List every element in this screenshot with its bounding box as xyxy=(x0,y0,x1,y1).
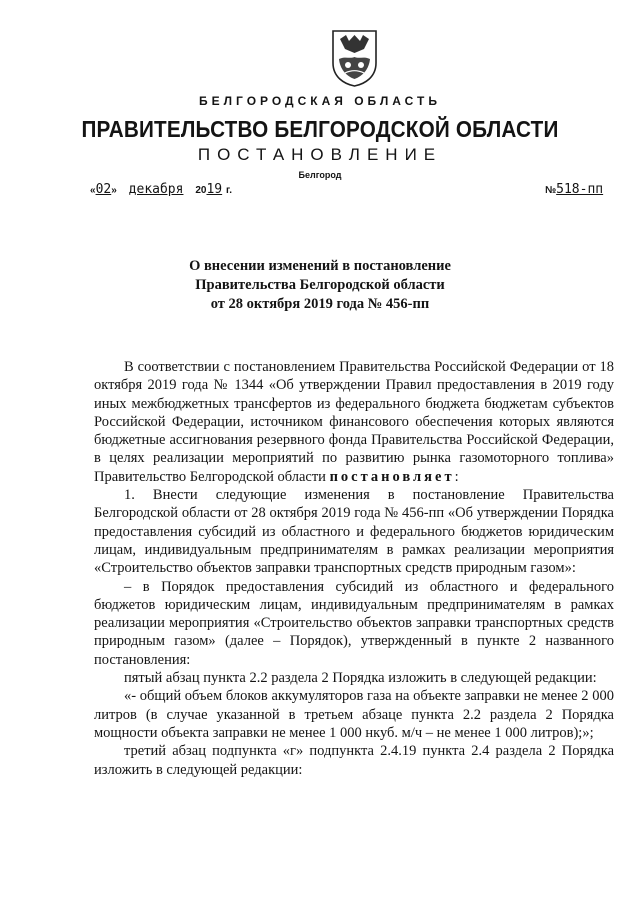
date-open-quote: « xyxy=(90,185,96,196)
paragraph-5: третий абзац подпункта «г» подпункта 2.4.19 пункта 2.4 раздела 2 Порядка изложить в следующей редакции: xyxy=(94,743,614,778)
paragraph-preamble xyxy=(94,358,614,486)
paragraph-1: 1. Внести следующие изменения в постановление Правительства Белгородской области от 28 октября 2019 года № 456-пп «Об утверждении Порядка предоставления субсидий из областного и федерального бюджетов юридическим лицам, индивидуальным предпринимателям в рамках реализации мероприятия «Строительство объектов заправки транспортных средств природным газом»: xyxy=(94,487,614,577)
government-name: ПРАВИТЕЛЬСТВО БЕЛГОРОДСКОЙ ОБЛАСТИ xyxy=(81,116,559,142)
date-year-prefix: 20 xyxy=(195,185,207,196)
date-year-abbr: г. xyxy=(226,185,232,196)
document-title xyxy=(0,257,640,314)
date-close-quote: » xyxy=(111,185,117,196)
document-date xyxy=(90,180,232,197)
date-year: 19 xyxy=(206,182,223,197)
belgorod-coat-of-arms-icon xyxy=(331,29,378,87)
title-line-2: Правительства Белгородской области xyxy=(195,277,445,293)
paragraph-2: – в Порядок предоставления субсидий из областного и федерального бюджетов юридическим лицам, индивидуальным предпринимателям в рамках реализации мероприятия «Строительство объектов заправки транспортных средств природным газом» (далее – Порядок), утвержденный в пункте 2 названного постановления: xyxy=(94,578,614,668)
city-name: Белгород xyxy=(298,170,342,180)
date-day: 02 xyxy=(95,182,112,197)
title-line-3: от 28 октября 2019 года № 456-пп xyxy=(210,296,430,312)
number-prefix: № xyxy=(545,185,557,196)
preamble-text: В соответствии с постановлением Правительства Российской Федерации от 18 октября 2019 года № 1344 «Об утверждении Правил предоставления в 2019 году иных межбюджетных трансфертов из федерального бюджета бюджетам субъектов Российской Федерации, источником финансового обеспечения которых являются бюджетные ассигнования резервного фонда Правительства Российской Федерации, в целях реализации мероприятий по развитию рынка газомоторного топлива» Правительство Белгородской области xyxy=(94,359,614,485)
decree-word: постановляет xyxy=(329,468,455,485)
document-type: ПОСТАНОВЛЕНИЕ xyxy=(197,145,443,164)
document-number xyxy=(545,180,603,197)
number-value: 518-пп xyxy=(556,182,604,197)
region-name: БЕЛГОРОДСКАЯ ОБЛАСТЬ xyxy=(199,94,441,108)
paragraph-3: пятый абзац пункта 2.2 раздела 2 Порядка изложить в следующей редакции: xyxy=(124,670,597,687)
title-line-1: О внесении изменений в постановление xyxy=(189,258,451,274)
paragraph-4: «- общий объем блоков аккумуляторов газа на объекте заправки не менее 2 000 литров (в случае указанной в третьем абзаце пункта 2.2 раздела 2 Порядка мощности объекта заправки не менее 1 000 нкуб. м/ч – не менее 1 000 литров);»; xyxy=(94,688,614,741)
preamble-colon: : xyxy=(454,468,459,485)
document-body xyxy=(94,358,614,779)
date-month: декабря xyxy=(128,182,184,197)
